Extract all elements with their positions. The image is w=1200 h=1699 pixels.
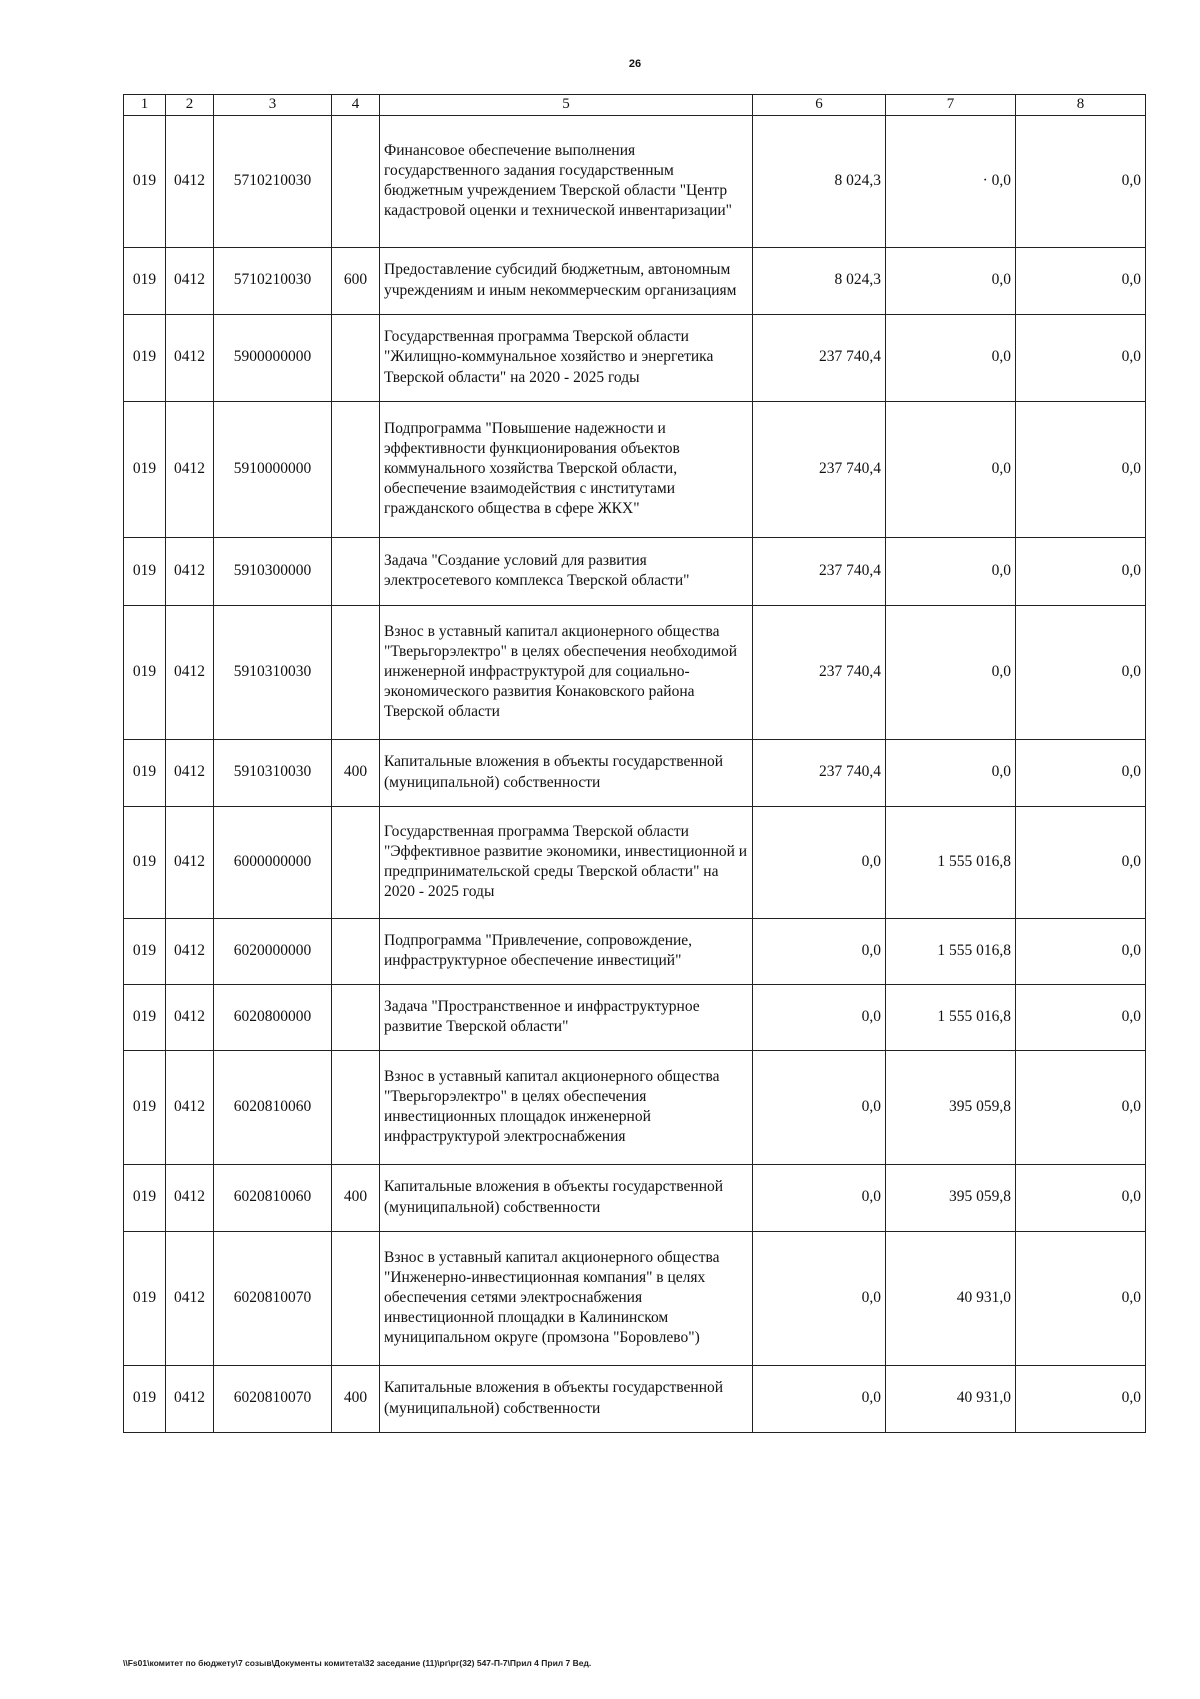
table-row [124,401,1146,537]
footer-file-path: \\Fs01\комитет по бюджету\7 созыв\Документы комитета\32 заседание (11)\рг\рг(32) 547-П-7\Прил 4 Прил 7 Вед. [123,1658,592,1668]
cell-amount-6: 0,0 [753,1164,886,1231]
table-row [124,1231,1146,1365]
cell-expense-type: 400 [332,1365,380,1432]
cell-expense-type [332,314,380,401]
cell-target-article: 5910310030 [214,605,332,739]
cell-amount-6: 0,0 [753,1231,886,1365]
budget-table [123,94,1146,1433]
column-header-2: 2 [166,95,214,116]
cell-amount-7: 0,0 [886,401,1016,537]
table-row [124,1164,1146,1231]
column-header-3: 3 [214,95,332,116]
table-row [124,314,1146,401]
cell-amount-7: 1 555 016,8 [886,984,1016,1050]
column-header-6: 6 [753,95,886,116]
cell-target-article: 5910310030 [214,739,332,806]
cell-description: Предоставление субсидий бюджетным, автономным учреждениям и иным некоммерческим организациям [380,247,753,314]
cell-amount-8: 0,0 [1016,806,1146,918]
cell-ministry: 019 [124,537,166,605]
cell-amount-6: 0,0 [753,1050,886,1164]
cell-ministry: 019 [124,984,166,1050]
cell-expense-type: 400 [332,1164,380,1231]
cell-amount-6: 237 740,4 [753,605,886,739]
cell-amount-6: 8 024,3 [753,247,886,314]
table-row [124,739,1146,806]
cell-amount-7: 0,0 [886,739,1016,806]
cell-expense-type: 400 [332,739,380,806]
table-row [124,984,1146,1050]
cell-amount-8: 0,0 [1016,314,1146,401]
table-row [124,115,1146,247]
cell-amount-8: 0,0 [1016,537,1146,605]
cell-target-article: 6020800000 [214,984,332,1050]
cell-amount-8: 0,0 [1016,1164,1146,1231]
cell-section: 0412 [166,918,214,984]
cell-description: Государственная программа Тверской области "Эффективное развитие экономики, инвестиционной и предпринимательской среды Тверской области" на 2020 - 2025 годы [380,806,753,918]
cell-description: Подпрограмма "Повышение надежности и эффективности функционирования объектов коммунального хозяйства Тверской области, обеспечение взаимодействия с институтами гражданского общества в сфере ЖКХ" [380,401,753,537]
cell-description: Задача "Создание условий для развития электросетевого комплекса Тверской области" [380,537,753,605]
cell-target-article: 6020810060 [214,1050,332,1164]
column-header-4: 4 [332,95,380,116]
column-header-8: 8 [1016,95,1146,116]
cell-target-article: 6020000000 [214,918,332,984]
cell-target-article: 5900000000 [214,314,332,401]
cell-ministry: 019 [124,1164,166,1231]
table-row [124,918,1146,984]
cell-target-article: 5710210030 [214,115,332,247]
cell-amount-6: 237 740,4 [753,739,886,806]
cell-amount-7: 0,0 [886,605,1016,739]
cell-section: 0412 [166,1231,214,1365]
table-row [124,1365,1146,1432]
cell-description: Взнос в уставный капитал акционерного общества "Инженерно-инвестиционная компания" в целях обеспечения сетями электроснабжения инвестиционной площадки в Калининском муниципальном округе (промзона "Боровлево") [380,1231,753,1365]
cell-target-article: 6000000000 [214,806,332,918]
cell-amount-6: 237 740,4 [753,314,886,401]
cell-section: 0412 [166,984,214,1050]
cell-amount-6: 0,0 [753,1365,886,1432]
cell-section: 0412 [166,537,214,605]
cell-description: Подпрограмма "Привлечение, сопровождение, инфраструктурное обеспечение инвестиций" [380,918,753,984]
cell-section: 0412 [166,806,214,918]
cell-ministry: 019 [124,1231,166,1365]
cell-description: Капитальные вложения в объекты государственной (муниципальной) собственности [380,1365,753,1432]
cell-ministry: 019 [124,918,166,984]
cell-amount-7: 0,0 [886,314,1016,401]
cell-expense-type [332,115,380,247]
cell-amount-8: 0,0 [1016,115,1146,247]
cell-ministry: 019 [124,1365,166,1432]
column-header-1: 1 [124,95,166,116]
cell-amount-6: 0,0 [753,918,886,984]
cell-amount-7: 0,0 [886,247,1016,314]
cell-expense-type: 600 [332,247,380,314]
page-number: 26 [628,58,642,70]
cell-expense-type [332,918,380,984]
column-header-5: 5 [380,95,753,116]
cell-expense-type [332,401,380,537]
cell-expense-type [332,806,380,918]
column-header-7: 7 [886,95,1016,116]
cell-amount-6: 237 740,4 [753,401,886,537]
cell-expense-type [332,1050,380,1164]
cell-ministry: 019 [124,1050,166,1164]
cell-amount-6: 237 740,4 [753,537,886,605]
table-row [124,1050,1146,1164]
cell-expense-type [332,1231,380,1365]
table-row [124,537,1146,605]
cell-description: Капитальные вложения в объекты государственной (муниципальной) собственности [380,739,753,806]
cell-section: 0412 [166,605,214,739]
cell-section: 0412 [166,1050,214,1164]
cell-amount-8: 0,0 [1016,247,1146,314]
cell-ministry: 019 [124,115,166,247]
cell-amount-6: 0,0 [753,984,886,1050]
cell-description: Финансовое обеспечение выполнения государственного задания государственным бюджетным учреждением Тверской области "Центр кадастровой оценки и технической инвентаризации" [380,115,753,247]
cell-amount-7: 395 059,8 [886,1164,1016,1231]
cell-ministry: 019 [124,401,166,537]
cell-ministry: 019 [124,247,166,314]
cell-description: Государственная программа Тверской области "Жилищно-коммунальное хозяйство и энергетика Тверской области" на 2020 - 2025 годы [380,314,753,401]
cell-amount-8: 0,0 [1016,918,1146,984]
cell-amount-7: 40 931,0 [886,1365,1016,1432]
cell-amount-8: 0,0 [1016,605,1146,739]
cell-ministry: 019 [124,739,166,806]
cell-expense-type [332,537,380,605]
cell-description: Задача "Пространственное и инфраструктурное развитие Тверской области" [380,984,753,1050]
cell-section: 0412 [166,739,214,806]
cell-description: Взнос в уставный капитал акционерного общества "Тверьгорэлектро" в целях обеспечения необходимой инженерной инфраструктурой для социально-экономического развития Конаковского района Тверской области [380,605,753,739]
cell-target-article: 5710210030 [214,247,332,314]
cell-section: 0412 [166,1365,214,1432]
cell-section: 0412 [166,401,214,537]
cell-amount-7: · 0,0 [886,115,1016,247]
table-row [124,806,1146,918]
cell-amount-8: 0,0 [1016,1050,1146,1164]
cell-amount-8: 0,0 [1016,401,1146,537]
cell-amount-6: 8 024,3 [753,115,886,247]
cell-target-article: 6020810070 [214,1365,332,1432]
cell-amount-7: 1 555 016,8 [886,806,1016,918]
cell-amount-7: 0,0 [886,537,1016,605]
cell-target-article: 5910000000 [214,401,332,537]
cell-section: 0412 [166,247,214,314]
cell-target-article: 6020810060 [214,1164,332,1231]
cell-amount-8: 0,0 [1016,1365,1146,1432]
cell-ministry: 019 [124,314,166,401]
cell-expense-type [332,984,380,1050]
cell-amount-8: 0,0 [1016,739,1146,806]
cell-target-article: 6020810070 [214,1231,332,1365]
cell-amount-7: 40 931,0 [886,1231,1016,1365]
cell-ministry: 019 [124,605,166,739]
cell-description: Капитальные вложения в объекты государственной (муниципальной) собственности [380,1164,753,1231]
cell-section: 0412 [166,1164,214,1231]
cell-description: Взнос в уставный капитал акционерного общества "Тверьгорэлектро" в целях обеспечения инвестиционных площадок инженерной инфраструктурой электроснабжения [380,1050,753,1164]
cell-section: 0412 [166,314,214,401]
cell-section: 0412 [166,115,214,247]
cell-amount-7: 1 555 016,8 [886,918,1016,984]
table-row [124,605,1146,739]
table-header-row [124,95,1146,116]
cell-ministry: 019 [124,806,166,918]
cell-target-article: 5910300000 [214,537,332,605]
cell-amount-8: 0,0 [1016,1231,1146,1365]
cell-amount-7: 395 059,8 [886,1050,1016,1164]
cell-expense-type [332,605,380,739]
table-row [124,247,1146,314]
cell-amount-8: 0,0 [1016,984,1146,1050]
cell-amount-6: 0,0 [753,806,886,918]
